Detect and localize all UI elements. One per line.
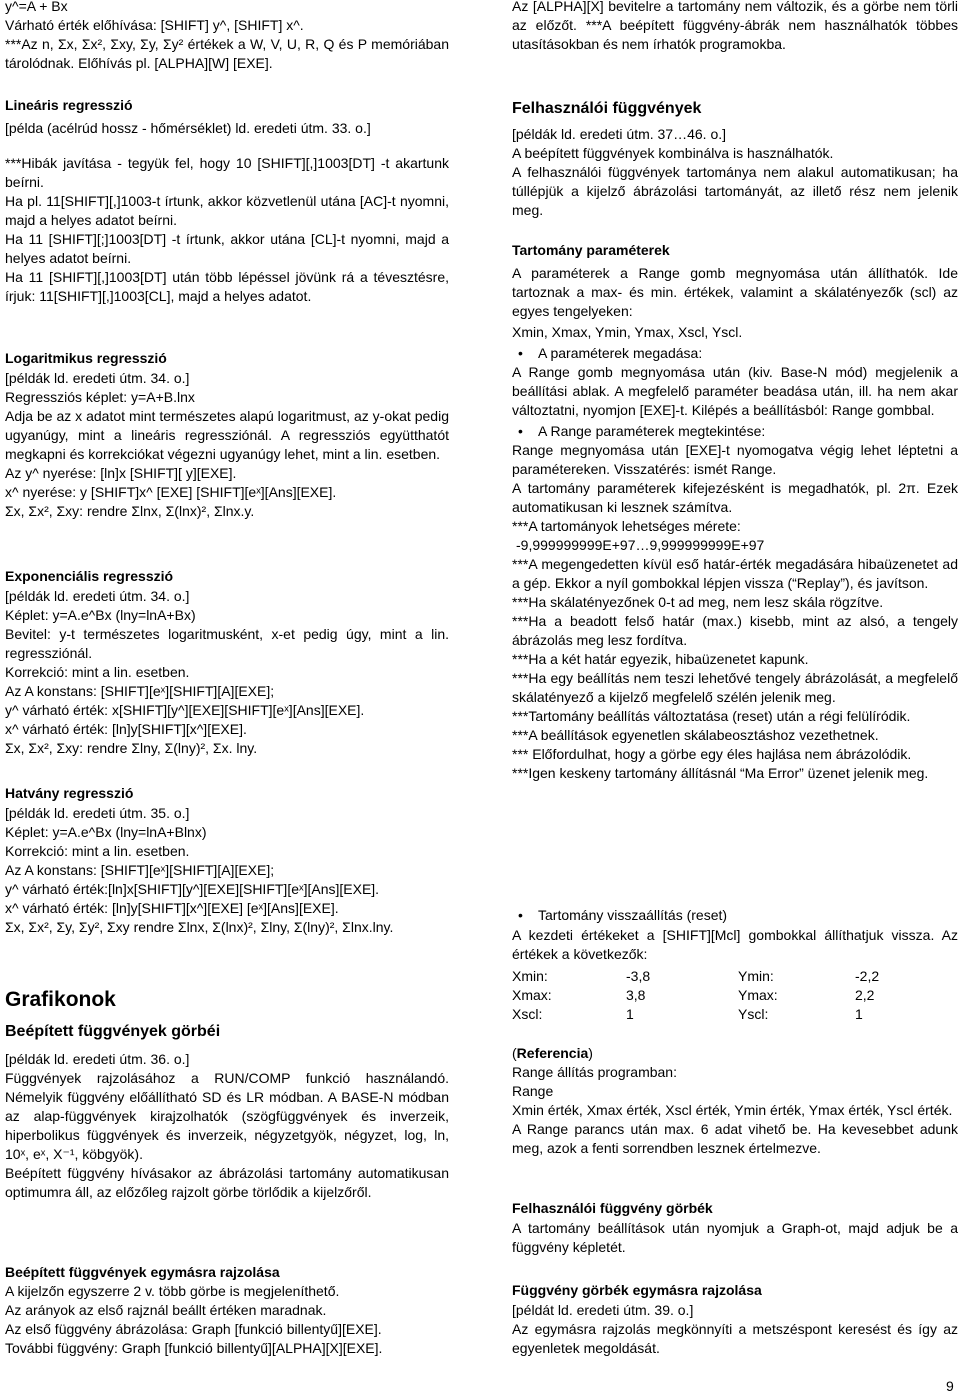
section-reference [512, 1044, 958, 1158]
paragraph: ***Ha a két határ egyezik, hibaüzenetet kapunk. [512, 651, 809, 667]
table-cell: Ymin: [738, 968, 774, 984]
paragraph: Ha pl. 11[SHIFT][,]1003-t írtunk, akkor közvetlenül utána [AC]-t nyomni, majd a helyes adatot beírni. [5, 193, 449, 228]
paragraph: Σx, Σx², Σxy: rendre Σlny, Σ(lny)², Σx. lny. [5, 740, 258, 756]
paragraph: [példa (acélrúd hossz - hőmérséklet) ld. eredeti útm. 33. o.] [5, 120, 371, 136]
paragraph: y^ várható érték:[ln]x[SHIFT][y^][EXE][SHIFT][eˣ][Ans][EXE]. [5, 881, 380, 897]
paragraph: A beépített függvények kombinálva is használhatók. [512, 145, 834, 161]
paragraph: A paraméterek a Range gomb megnyomása után állíthatók. Ide tartoznak a max- és min. értékek, valamint a skálatényezők (scl) az egyes tengelyeken: [512, 265, 958, 319]
paragraph: y^ várható érték: x[SHIFT][y^][EXE][SHIFT][eˣ][Ans][EXE]. [5, 702, 365, 718]
table-cell: -2,2 [855, 968, 880, 984]
section-user-curves [512, 1198, 958, 1257]
paragraph: ***Tartomány beállítás változtatása (reset) után a régi felülíródik. [512, 708, 911, 724]
bullet-item: • A paraméterek megadása: [512, 344, 958, 363]
section-title: Exponenciális regresszió [5, 568, 174, 584]
paragraph: [példák ld. eredeti útm. 36. o.] [5, 1051, 190, 1067]
table-cell: Xmin: [512, 968, 548, 984]
paragraph: Range [512, 1083, 554, 1099]
paragraph: Regressziós képlet: y=A+B.lnx [5, 389, 195, 405]
section-title: Lineáris regresszió [5, 97, 133, 113]
section-user-functions [512, 99, 958, 220]
range-limits: -9,999999999E+97…9,999999999E+97 [516, 537, 765, 553]
section-title: Hatvány regresszió [5, 785, 134, 801]
regression-formula: y^=A + Bx [5, 0, 68, 14]
paragraph: ***A megengedetten kívül eső határ-érték megadására hibaüzenetet ad a gép. Ekkor a nyíl gombokkal lépjen vissza (“Replay”), és javítson. [512, 556, 958, 591]
table-row [512, 967, 958, 986]
table-row [512, 986, 958, 1005]
paragraph: x^ várható érték: [ln]y[SHIFT][x^][EXE]. [5, 721, 247, 737]
paragraph: ***A tartományok lehetséges mérete: [512, 518, 741, 534]
paragraph: ***Hibák javítása - tegyük fel, hogy 10 [SHIFT][,]1003[DT] -t akartunk beírni. [5, 155, 449, 190]
bullet-item: • Tartomány visszaállítás (reset) [512, 906, 958, 925]
section-title: Felhasználói függvények [512, 100, 702, 117]
section-title: Beépített függvények egymásra rajzolása [5, 1264, 280, 1280]
paragraph: [példák ld. eredeti útm. 37…46. o.] [512, 126, 727, 142]
paragraph: x^ nyerése: y [SHIFT]x^ [EXE] [SHIFT][eˣ][Ans][EXE]. [5, 484, 337, 500]
section-exp-regression [5, 566, 449, 758]
section-title: Függvény görbék egymásra rajzolása [512, 1282, 762, 1298]
section-log-regression [5, 348, 449, 521]
paragraph: [példák ld. eredeti útm. 35. o.] [5, 805, 190, 821]
paragraph: Range megnyomása után [EXE]-t nyomogatva végig lehet léptetni a paramétereken. Visszatérés: ismét Range. [512, 442, 958, 477]
paragraph: A Range parancs után max. 6 adat vihető be. Ha kevesebbet adunk meg, azok a fenti sorrendben lesznek értelmezve. [512, 1121, 958, 1156]
table-cell: 1 [855, 1006, 863, 1022]
paragraph: [példák ld. eredeti útm. 34. o.] [5, 588, 190, 604]
paragraph: Az első függvény ábrázolása: Graph [funkció billentyű][EXE]. [5, 1321, 382, 1337]
table-cell: -3,8 [626, 968, 651, 984]
intro-paragraph: Az [ALPHA][X] bevitelre a tartomány nem változik, és a görbe nem törli az előzőt. ***A beépített függvény-ábrák nem használhatók többes utasításokban és nem írhatók programokba. [512, 0, 958, 52]
paragraph: ***Igen keskeny tartomány állításnál “Ma Error” üzenet jelenik meg. [512, 765, 929, 781]
paragraph: A tartomány beállítások után nyomjuk a Graph-ot, majd adjuk be a függvény képletét. [512, 1220, 958, 1255]
section-range-reset [512, 906, 958, 1024]
bullet-item: • A Range paraméterek megtekintése: [512, 422, 958, 441]
reset-values-table [512, 967, 958, 1024]
paragraph: Korrekció: mint a lin. esetben. [5, 843, 190, 859]
paragraph: Σx, Σx², Σxy: rendre Σlnx, Σ(lnx)², Σlnx.y. [5, 503, 255, 519]
paragraph: Az arányok az első rajznál beállt értéken maradnak. [5, 1302, 327, 1318]
paragraph: ***A beállítások egyenetlen skálabeosztáshoz vezethetnek. [512, 727, 879, 743]
paragraph: ***Ha egy beállítás nem teszi lehetővé tengely ábrázolását, a megfelelő skálatényező a kijelző megfelelő szélén jelenik meg. [512, 670, 958, 705]
paragraph: ***Ha a beadott felső határ (max.) kisebb, mint az alsó, a tengely ábrázolás meg lesz fordítva. [512, 613, 958, 648]
table-cell: 3,8 [626, 987, 646, 1003]
paragraph: Ha 11 [SHIFT][,]1003[DT] után több lépéssel jövünk rá a tévesztésre, írjuk: 11[SHIFT][,]1003[CL], majd a helyes adatot. [5, 269, 449, 304]
paragraph: A tartomány paraméterek kifejezésként is megadhatók, pl. 2π. Ezek automatikusan ki lesznek számítva. [512, 480, 958, 515]
paragraph: Xmin érték, Xmax érték, Xscl érték, Ymin érték, Ymax érték, Yscl érték. [512, 1102, 953, 1118]
paragraph: Képlet: y=A.e^Bx (lny=lnA+Bx) [5, 607, 196, 623]
section-overlay-user [512, 1280, 958, 1358]
table-row [512, 1005, 958, 1024]
section-builtin-graphs [5, 1022, 449, 1202]
expected-value-recall: Várható érték előhívása: [SHIFT] y^, [SHIFT] x^. [5, 17, 304, 33]
paragraph: A felhasználói függvények tartománya nem alakul automatikusan; ha túllépjük a kijelző ábrázolási tartományát, az illető rész nem jelenik meg. [512, 164, 958, 218]
paragraph: Ha 11 [SHIFT][;]1003[DT] -t írtunk, akkor utána [CL]-t nyomni, majd a helyes adatot beírni. [5, 231, 449, 266]
paragraph: Korrekció: mint a lin. esetben. [5, 664, 190, 680]
section-title: Felhasználói függvény görbék [512, 1200, 713, 1216]
heading-grafikonok: Grafikonok [5, 988, 116, 1011]
paragraph: A Range gomb megnyomása után (kiv. Base-N mód) megjelenik a beállítási ablak. A megfelelő paraméter beadása után, ill. ha nem akar változtatni, nyomjon [EXE]-t. Kilépés a beállításból: Range gombbal. [512, 364, 958, 418]
section-title: Beépített függvények görbéi [5, 1023, 221, 1040]
table-cell: Ymax: [738, 987, 778, 1003]
paragraph: A kezdeti értékeket a [SHIFT][Mcl] gombokkal állíthatjuk vissza. Az értékek a következők: [512, 927, 958, 962]
section-title: Logaritmikus regresszió [5, 350, 167, 366]
paragraph: x^ várható érték: [ln]y[SHIFT][x^][EXE] [eˣ][Ans][EXE]. [5, 900, 339, 916]
paragraph: Az y^ nyerése: [ln]x [SHIFT][ y][EXE]. [5, 465, 237, 481]
paragraph: Beépített függvény hívásakor az ábrázolási tartomány automatikusan optimumra áll, az előzőleg rajzolt görbe törlődik a kijelzőről. [5, 1165, 449, 1200]
table-cell: Yscl: [738, 1006, 769, 1022]
section-title: Tartomány paraméterek [512, 242, 670, 258]
section-title: (Referencia) [512, 1045, 593, 1061]
paragraph: Σx, Σx², Σy, Σy², Σxy rendre Σlnx, Σ(lnx)², Σlny, Σ(lny)², Σlnx.lny. [5, 919, 394, 935]
section-power-regression [5, 783, 449, 937]
section-linear-regression [5, 95, 449, 306]
memory-note: ***Az n, Σx, Σx², Σxy, Σy, Σy² értékek a W, V, U, R, Q és P memóriában tárolódnak. Előhívás pl. [ALPHA][W] [EXE]. [5, 36, 449, 71]
paragraph: [példák ld. eredeti útm. 34. o.] [5, 370, 190, 386]
section-overlay-builtin [5, 1262, 449, 1358]
paragraph: Képlet: y=A.e^Bx (lny=lnA+Blnx) [5, 824, 207, 840]
paragraph: További függvény: Graph [funkció billentyű][ALPHA][X][EXE]. [5, 1340, 383, 1356]
reference-bold: Referencia [516, 1045, 589, 1061]
paragraph: Bevitel: y-t természetes logaritmusként, x-et pedig úgy, mint a lin. regressziónál. [5, 626, 449, 661]
table-cell: 2,2 [855, 987, 875, 1003]
paragraph: *** Előfordulhat, hogy a görbe egy éles hajlása nem ábrázolódik. [512, 746, 912, 762]
paragraph: Adja be az x adatot mint természetes alapú logaritmust, az y-okat pedig ugyanúgy, mint a lineáris regressziónál. A regressziós együtthatót megkapni és korrekciókat végezni ugyanúgy lehet, mint a lin. esetben. [5, 408, 449, 462]
paragraph: ***Ha skálatényezőnek 0-t ad meg, nem lesz skála rögzítve. [512, 594, 884, 610]
paragraph: Függvények rajzolásához a RUN/COMP funkció használandó. Némelyik függvény előállítható SD és LR módban. A BASE-N módban az alap-függvények kirajzolhatók (szögfüggvények és inverzeik, hiperbolikus függvények és inverzeik, négyzetgyök, négyzet, log, ln, 10ˣ, eˣ, X⁻¹, köbgyök). [5, 1070, 449, 1162]
table-cell: 1 [626, 1006, 634, 1022]
paragraph: Az A konstans: [SHIFT][eˣ][SHIFT][A][EXE]; [5, 683, 275, 699]
paragraph: Az A konstans: [SHIFT][eˣ][SHIFT][A][EXE]; [5, 862, 275, 878]
paragraph: Xmin, Xmax, Ymin, Ymax, Xscl, Yscl. [512, 324, 743, 340]
table-cell: Xmax: [512, 987, 552, 1003]
paragraph: A kijelzőn egyszerre 2 v. több görbe is megjeleníthető. [5, 1283, 340, 1299]
paragraph: Range állítás programban: [512, 1064, 677, 1080]
section-range-params [512, 240, 958, 783]
page-number: 9 [946, 1378, 954, 1394]
paragraph: [példát ld. eredeti útm. 39. o.] [512, 1302, 694, 1318]
paragraph: Az egymásra rajzolás megkönnyíti a metszéspont keresést és így az egyenletek megoldását. [512, 1321, 958, 1356]
table-cell: Xscl: [512, 1006, 543, 1022]
